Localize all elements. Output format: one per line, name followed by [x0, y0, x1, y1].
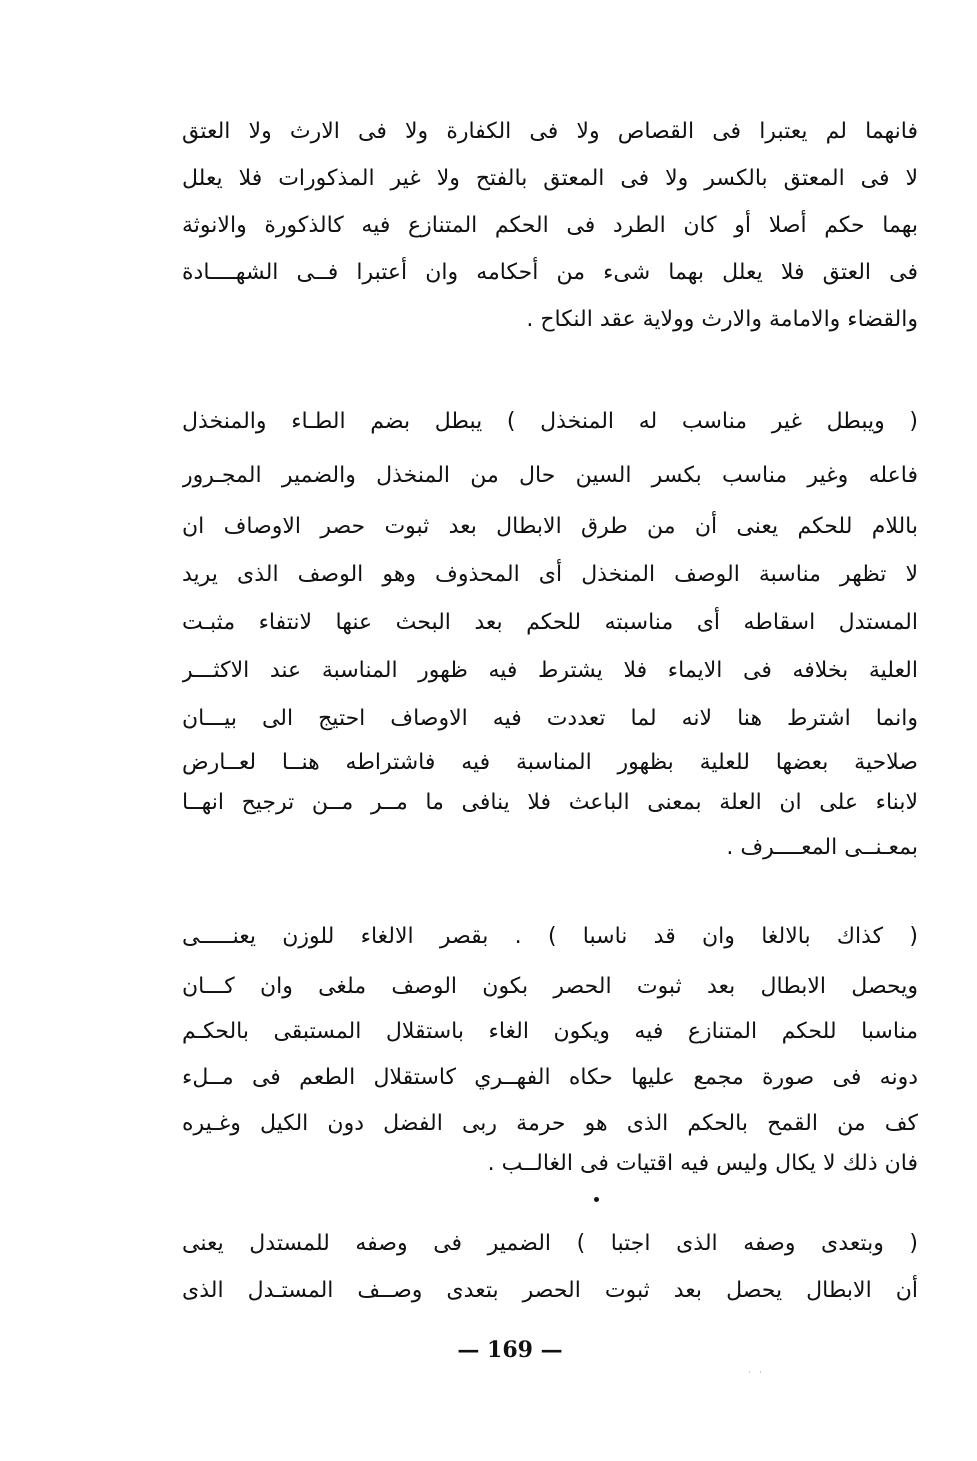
- paragraph-3: [182, 912, 918, 1184]
- text-line: لا فى المعتق بالكسر ولا فى المعتق بالفتح ولا غير المذكورات فلا يعلل: [182, 166, 918, 191]
- text-line: وانما اشترط هنا لانه لما تعددت فيه الاوصاف احتيج الى بيـــان: [182, 706, 918, 731]
- stray-dot: [594, 1197, 599, 1202]
- text-line: ( ويبطل غير مناسب له المنخذل ) يبطل بضم الطـاء والمنخذل: [182, 409, 918, 434]
- text-line: ويحصل الابطال بعد ثبوت الحصر بكون الوصف ملغى وان كـــان: [182, 974, 918, 999]
- text-line: بهما حكم أصلا أو كان الطرد فى الحكم المتنازع فيه كالذكورة والانوثة: [182, 213, 918, 238]
- text-line: أن الابطال يحصل بعد ثبوت الحصر بتعدى وصــف المستـدل الذى: [182, 1278, 918, 1303]
- text-line: ( وبتعدى وصفه الذى اجتبا ) الضمير فى وصفه للمستدل يعنى: [182, 1231, 918, 1256]
- text-line: لا تظهر مناسبة الوصف المنخذل أى المحذوف وهو الوصف الذى يريد: [182, 562, 918, 587]
- page-number: — 169 —: [457, 1337, 563, 1363]
- text-line: فان ذلك لا يكال وليس فيه اقتيات فى الغالــب .: [487, 1151, 918, 1176]
- text-line: باللام للحكم يعنى أن من طرق الابطال بعد ثبوت حصر الاوصاف ان: [182, 514, 918, 539]
- text-line: صلاحية بعضها للعلية بظهور المناسبة فيه فاشتراطه هنــا لعــارض: [182, 750, 918, 775]
- text-line: والقضاء والامامة والارث وولاية عقد النكاح .: [526, 307, 918, 332]
- text-line: دونه فى صورة مجمع عليها حكاه الفهــري كاستقلال الطعم فى مــلء: [182, 1065, 918, 1090]
- paragraph-4: [182, 1220, 918, 1314]
- text-line: المستدل اسقاطه أى مناسبته للحكم بعد البحث عنها لانتفاء مثبـت: [182, 610, 918, 635]
- text-line: فاعله وغير مناسب بكسر السين حال من المنخذل والضمير المجـرور: [182, 463, 918, 488]
- text-line: كف من القمح بالحكم الذى هو حرمة ربى الفضل دون الكيل وغـيره: [182, 1111, 918, 1136]
- text-line: فى العتق فلا يعلل بهما شىء من أحكامه وان أعتبرا فــى الشهــــادة: [182, 260, 918, 285]
- text-line: فانهما لم يعتبرا فى القصاص ولا فى الكفارة ولا فى الارث ولا العتق: [182, 119, 918, 144]
- text-line: بمعـنــى المعــــرف .: [726, 835, 918, 860]
- text-line: لابناء على ان العلة بمعنى الباعث فلا ينافى ما مــر مــن ترجيح انهــا: [182, 790, 918, 815]
- text-line: العلية بخلافه فى الايماء فلا يشترط فيه ظهور المناسبة عند الاكثـــر: [182, 658, 918, 683]
- paragraph-1: [182, 108, 918, 343]
- text-line: ( كذاك بالالغا وان قد ناسبا ) . بقصر الالغاء للوزن يعنـــــى: [182, 924, 918, 949]
- paragraph-2: [182, 395, 918, 873]
- scan-specks: · ·: [748, 1368, 765, 1377]
- text-line: مناسبا للحكم المتنازع فيه ويكون الغاء باستقلال المستبقى بالحكـم: [182, 1019, 918, 1044]
